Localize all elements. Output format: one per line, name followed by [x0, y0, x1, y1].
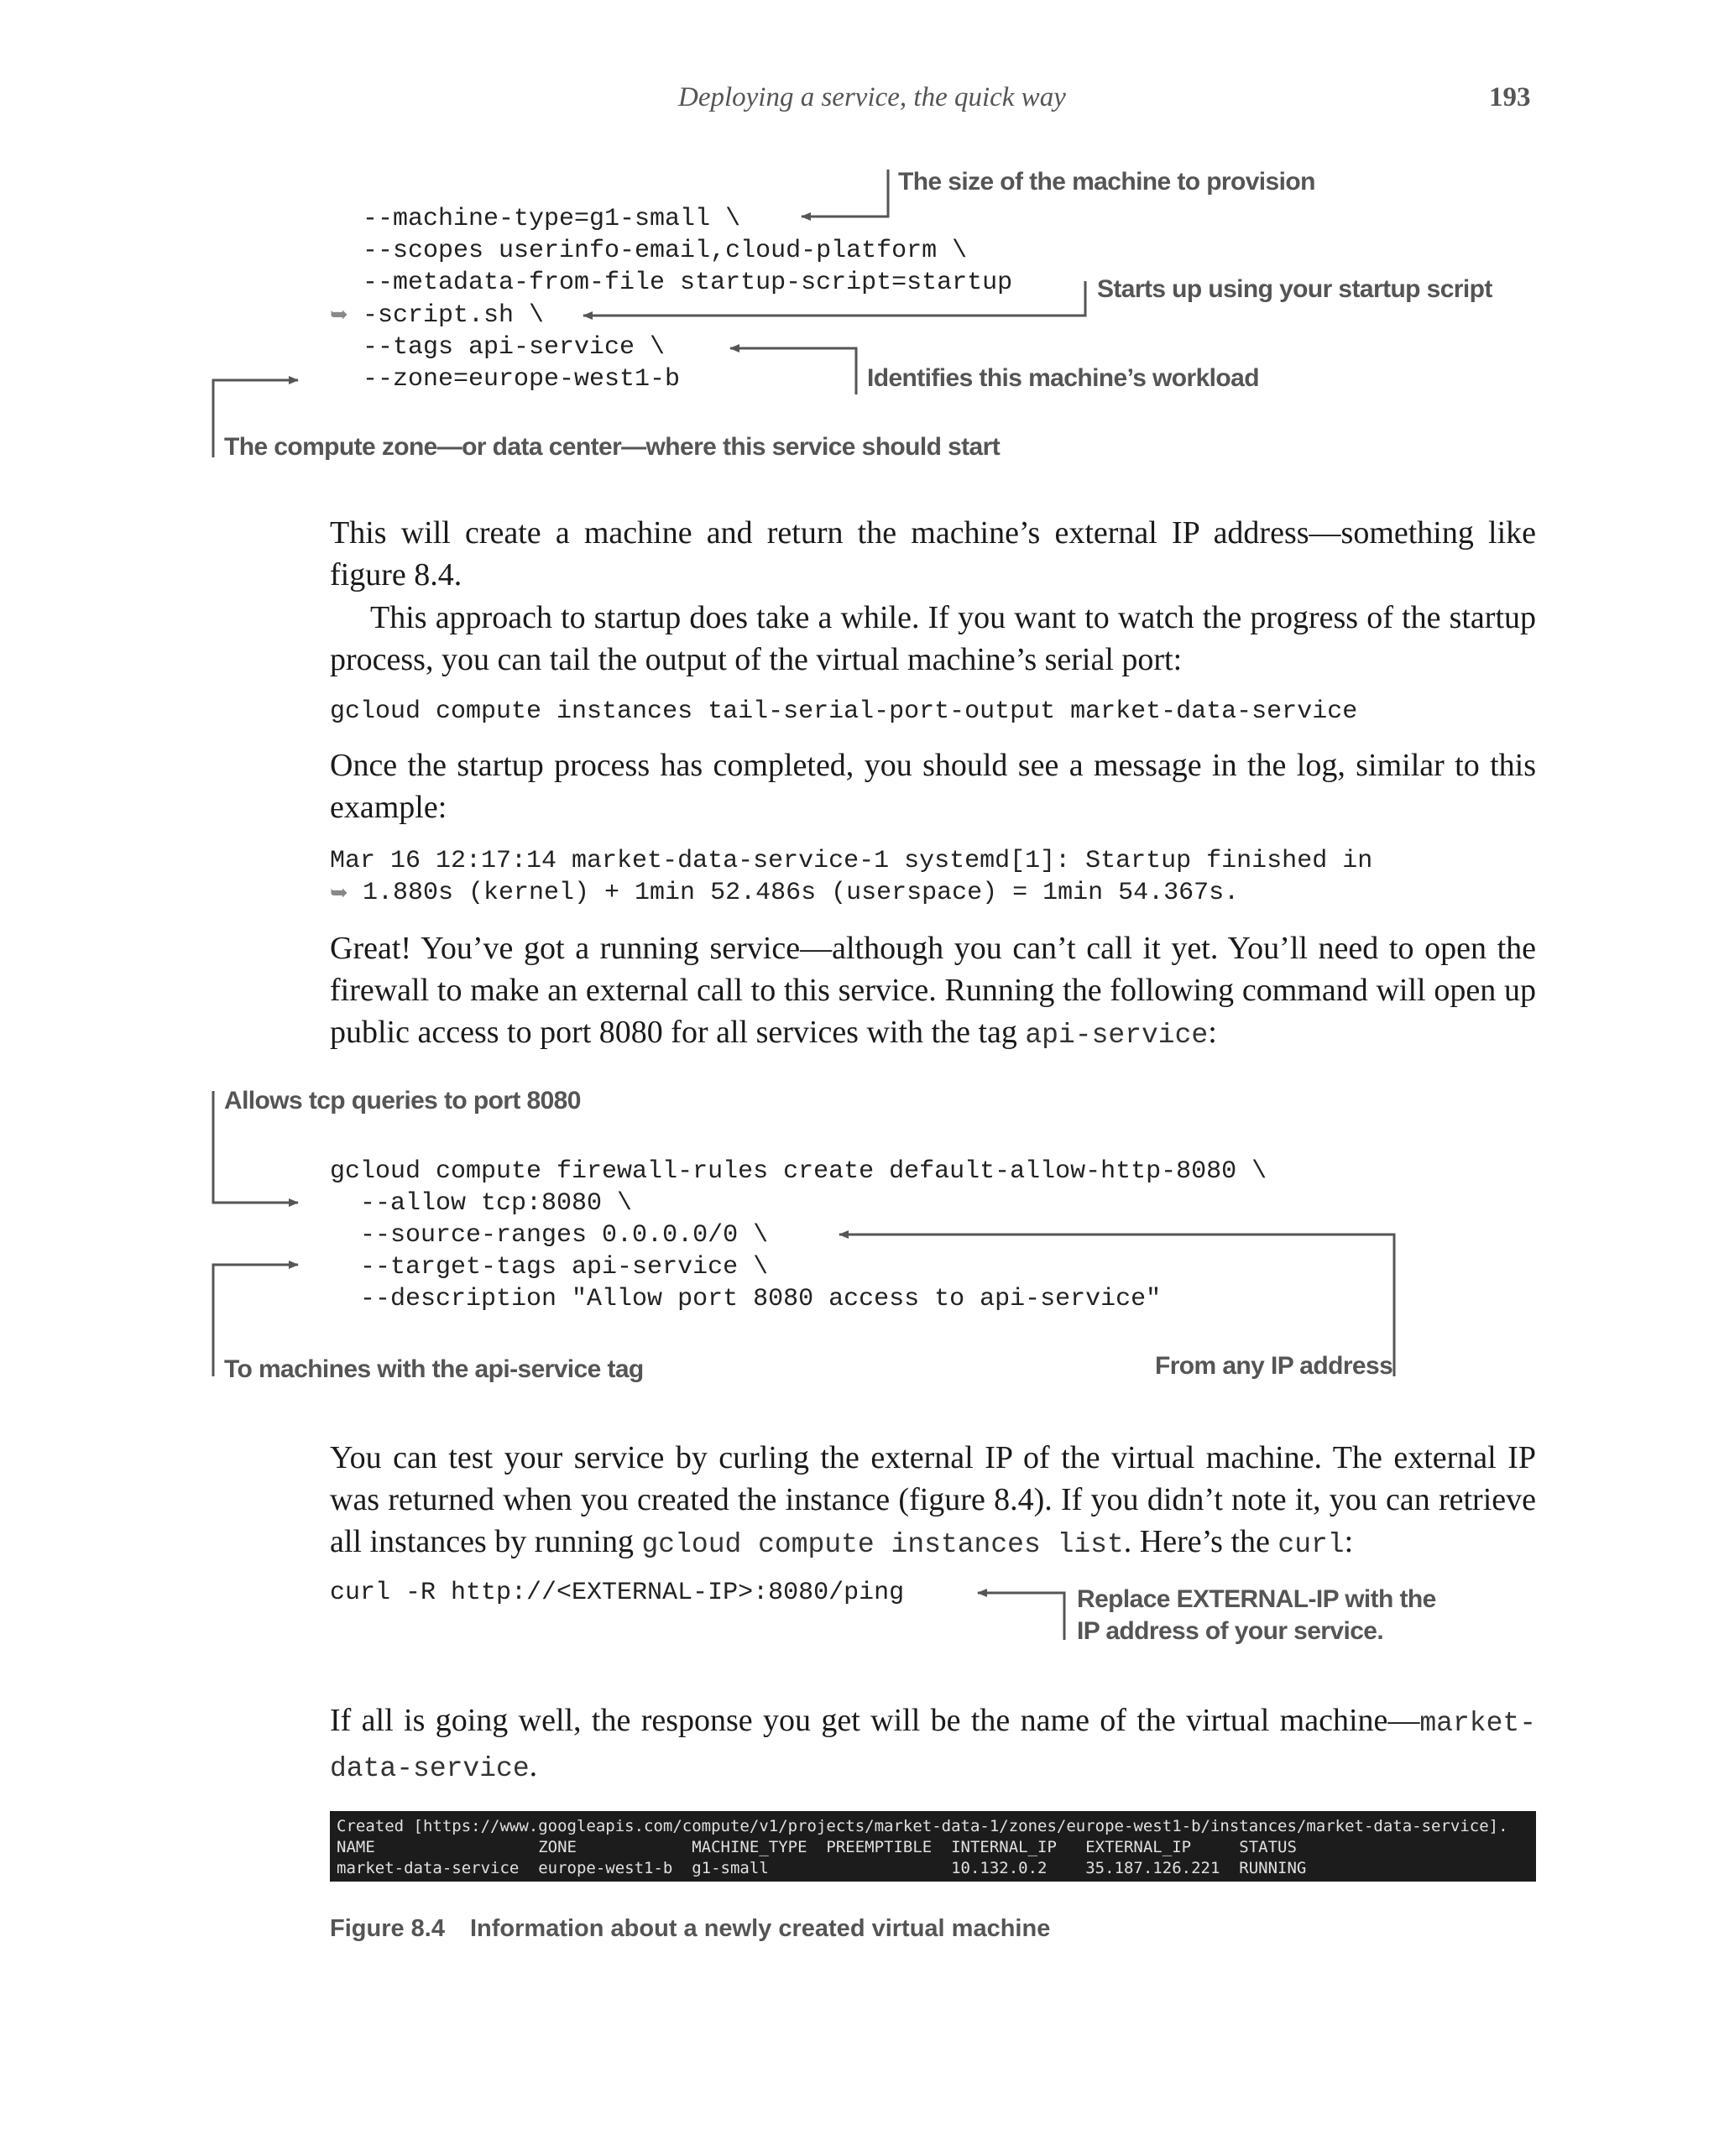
annotation-source: From any IP address — [1155, 1352, 1393, 1380]
figure-caption-text: Information about a newly created virtual machine — [470, 1915, 1051, 1942]
paragraph: This will create a machine and return the machine’s external IP address—something like figure 8.4. — [330, 515, 1536, 593]
running-title: Deploying a service, the quick way — [678, 82, 1066, 112]
page-number: 193 — [1489, 82, 1531, 112]
code-line: --metadata-from-file startup-script=startup — [363, 269, 1013, 297]
code-line: -script.sh \ — [363, 301, 545, 330]
paragraph: Great! You’ve got a running service—although you can’t call it yet. You’ll need to open the firewall to make an external call to this service. Running the following command will open up public access to port 8080 for all services with the tag api-service: — [330, 931, 1536, 1051]
code-line: --target-tags api-service \ — [330, 1253, 769, 1282]
paragraph: If all is going well, the response you get will be the name of the virtual machine—market-data-service. — [330, 1703, 1536, 1784]
terminal-line: market-data-service europe-west1-b g1-small 10.132.0.2 35.187.126.221 RUNNING — [337, 1859, 1307, 1877]
code-line: Mar 16 12:17:14 market-data-service-1 systemd[1]: Startup finished in — [330, 847, 1373, 875]
code-line: gcloud compute firewall-rules create default-allow-http-8080 \ — [330, 1157, 1267, 1186]
terminal-line: NAME ZONE MACHINE_TYPE PREEMPTIBLE INTERNAL_IP EXTERNAL_IP STATUS — [337, 1838, 1297, 1856]
code-line: --description "Allow port 8080 access to api-service" — [330, 1285, 1162, 1313]
annotation-zone: The compute zone—or data center—where this service should start — [224, 433, 1001, 461]
paragraph: This approach to startup does take a while. If you want to watch the progress of the startup process, you can tail the output of the virtual machine’s serial port: — [330, 600, 1536, 677]
annotation-replace-ip: Replace EXTERNAL-IP with the — [1077, 1585, 1436, 1613]
paragraph: You can test your service by curling the external IP of the virtual machine. The external IP was returned when you created the instance (figure 8.4). If you didn’t note it, you can retrieve all instances by running gcloud compute instances list. Here’s the curl: — [330, 1440, 1536, 1560]
code-line: --allow tcp:8080 \ — [330, 1189, 633, 1218]
code-line: curl -R http://<EXTERNAL-IP>:8080/ping — [330, 1579, 905, 1607]
code-line: --machine-type=g1-small \ — [363, 205, 741, 233]
annotation-machine-size: The size of the machine to provision — [898, 168, 1315, 196]
annotation-startup-script: Starts up using your startup script — [1097, 275, 1492, 303]
code-line: --tags api-service \ — [363, 333, 666, 362]
annotation-workload: Identifies this machine’s workload — [867, 364, 1259, 392]
code-line: gcloud compute instances tail-serial-port-output market-data-service — [330, 697, 1358, 726]
terminal-line: Created [https://www.googleapis.com/compute/v1/projects/market-data-1/zones/europe-west1-b/instances/market-data-service]. — [337, 1817, 1508, 1835]
terminal-screenshot — [330, 1811, 1536, 1882]
annotation-replace-ip: IP address of your service. — [1077, 1617, 1384, 1645]
figure-label: Figure 8.4 — [330, 1915, 445, 1942]
continuation-arrow-icon: ➥ — [330, 302, 348, 327]
paragraph: Once the startup process has completed, you should see a message in the log, similar to this example: — [330, 748, 1536, 825]
code-line: --scopes userinfo-email,cloud-platform \ — [363, 237, 968, 265]
annotation-target: To machines with the api-service tag — [224, 1355, 644, 1383]
code-line: --zone=europe-west1-b — [363, 365, 681, 394]
annotation-tcp: Allows tcp queries to port 8080 — [224, 1087, 581, 1115]
continuation-arrow-icon: ➥ — [330, 880, 348, 906]
code-line: 1.880s (kernel) + 1min 52.486s (userspace) = 1min 54.367s. — [363, 879, 1240, 907]
code-line: --source-ranges 0.0.0.0/0 \ — [330, 1221, 769, 1250]
figure-caption — [330, 1915, 1050, 1943]
